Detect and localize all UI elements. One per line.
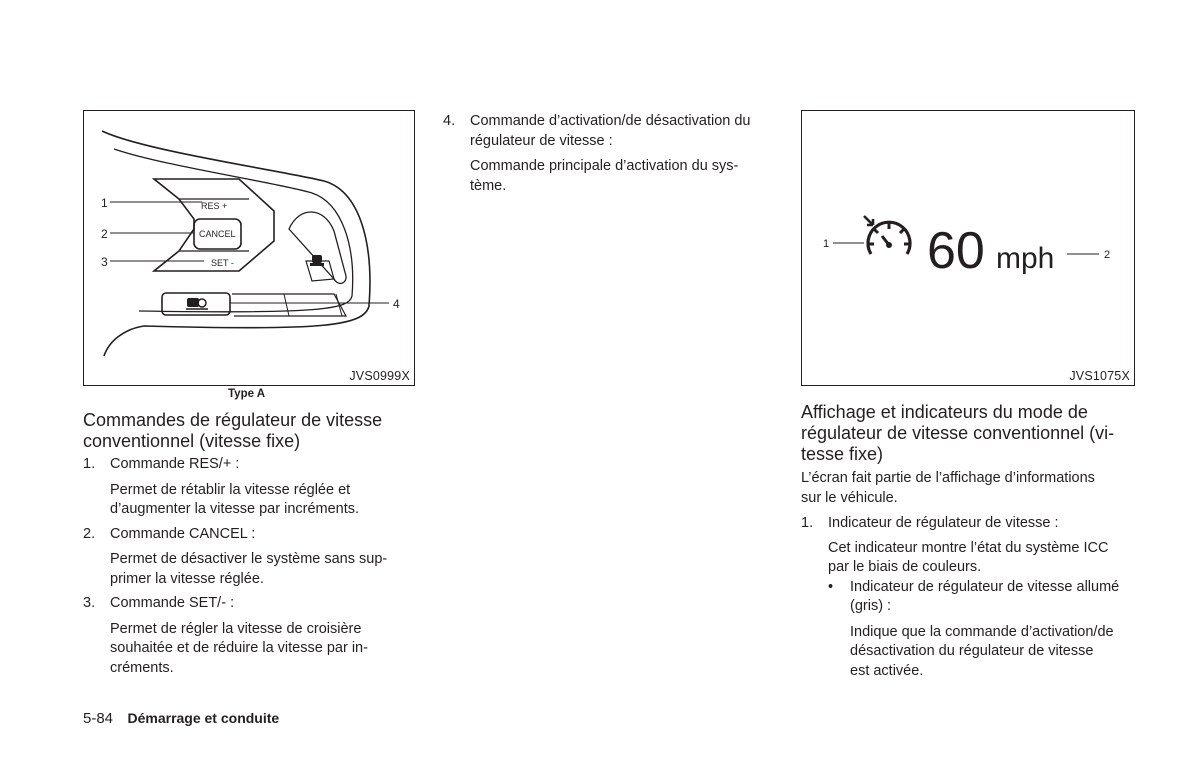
item-description: Permet de désactiver le système sans sup- primer la vitesse réglée. — [110, 551, 388, 587]
cruise-speedometer-icon — [864, 216, 910, 254]
side-button-frame — [289, 212, 346, 283]
bullet-symbol: • — [828, 578, 834, 595]
item-description: Permet de rétablir la vitesse réglée et d’augmenter la vitesse par incréments. — [110, 481, 360, 517]
car-icon — [310, 255, 324, 266]
figure-cruise-display — [801, 110, 1135, 386]
res-button-label: RES + — [201, 201, 228, 211]
res-button-edge — [154, 179, 249, 199]
figure-a-caption: Type A — [228, 388, 266, 400]
item-description: Permet de régler la vitesse de croisière souhaitée et de réduire la vitesse par in- créments. — [110, 620, 368, 676]
spoke-outline — [102, 131, 370, 356]
intro-paragraph: L’écran fait partie de l’affichage d’informations sur le véhicule. — [801, 470, 1095, 506]
steering-switch-illustration — [84, 111, 414, 385]
list-item: 4. Commande d’activation/de désactivation du régulateur de vitesse : — [443, 113, 751, 149]
figure-b-code: JVS1075X — [1069, 369, 1130, 383]
speed-unit: mph — [996, 242, 1055, 275]
right-section-title: Affichage et indicateurs du mode de régulateur de vitesse conventionnel (vi- tesse fixe) — [801, 402, 1115, 464]
set-speed-value: 60 — [927, 222, 985, 280]
middle-list — [443, 112, 778, 196]
figure-steering-switches — [83, 110, 415, 386]
page-footer — [83, 710, 279, 728]
cancel-button-label: CANCEL — [199, 229, 236, 239]
left-section-title: Commandes de régulateur de vitesse conventionnel (vitesse fixe) — [83, 410, 383, 451]
set-button-label: SET - — [211, 258, 234, 268]
list-item: 1. Commande RES/+ : — [83, 456, 240, 472]
list-item: 3. Commande SET/- : — [83, 595, 235, 611]
list-item: 2. Commande CANCEL : — [83, 525, 256, 542]
cruise-icon — [186, 298, 208, 309]
left-list — [83, 455, 415, 678]
item-description: Commande principale d’activation du sys- tème. — [470, 158, 739, 194]
list-item: 1. Indicateur de régulateur de vitesse : — [801, 515, 1059, 531]
callout-3: 3 — [101, 255, 108, 269]
figure-a-code: JVS0999X — [349, 369, 410, 383]
bullet-item: • Indicateur de régulateur de vitesse allumé (gris) : — [828, 578, 1120, 614]
callout-4: 4 — [393, 297, 400, 311]
switch-row — [232, 294, 346, 316]
item-description: Cet indicateur montre l’état du système ICC par le biais de couleurs. — [828, 539, 1109, 575]
section-name: Démarrage et conduite — [127, 710, 280, 726]
callout-1: 1 — [101, 196, 108, 210]
callout-1: 1 — [823, 238, 830, 250]
cruise-display-illustration — [802, 111, 1134, 385]
callout-2: 2 — [1104, 249, 1111, 261]
callout-2: 2 — [101, 227, 108, 241]
page-number: 5-84 — [83, 710, 114, 727]
right-body — [801, 469, 1134, 681]
bullet-description: Indique que la commande d’activation/de désactivation du régulateur de vitesse est activée. — [850, 623, 1114, 679]
